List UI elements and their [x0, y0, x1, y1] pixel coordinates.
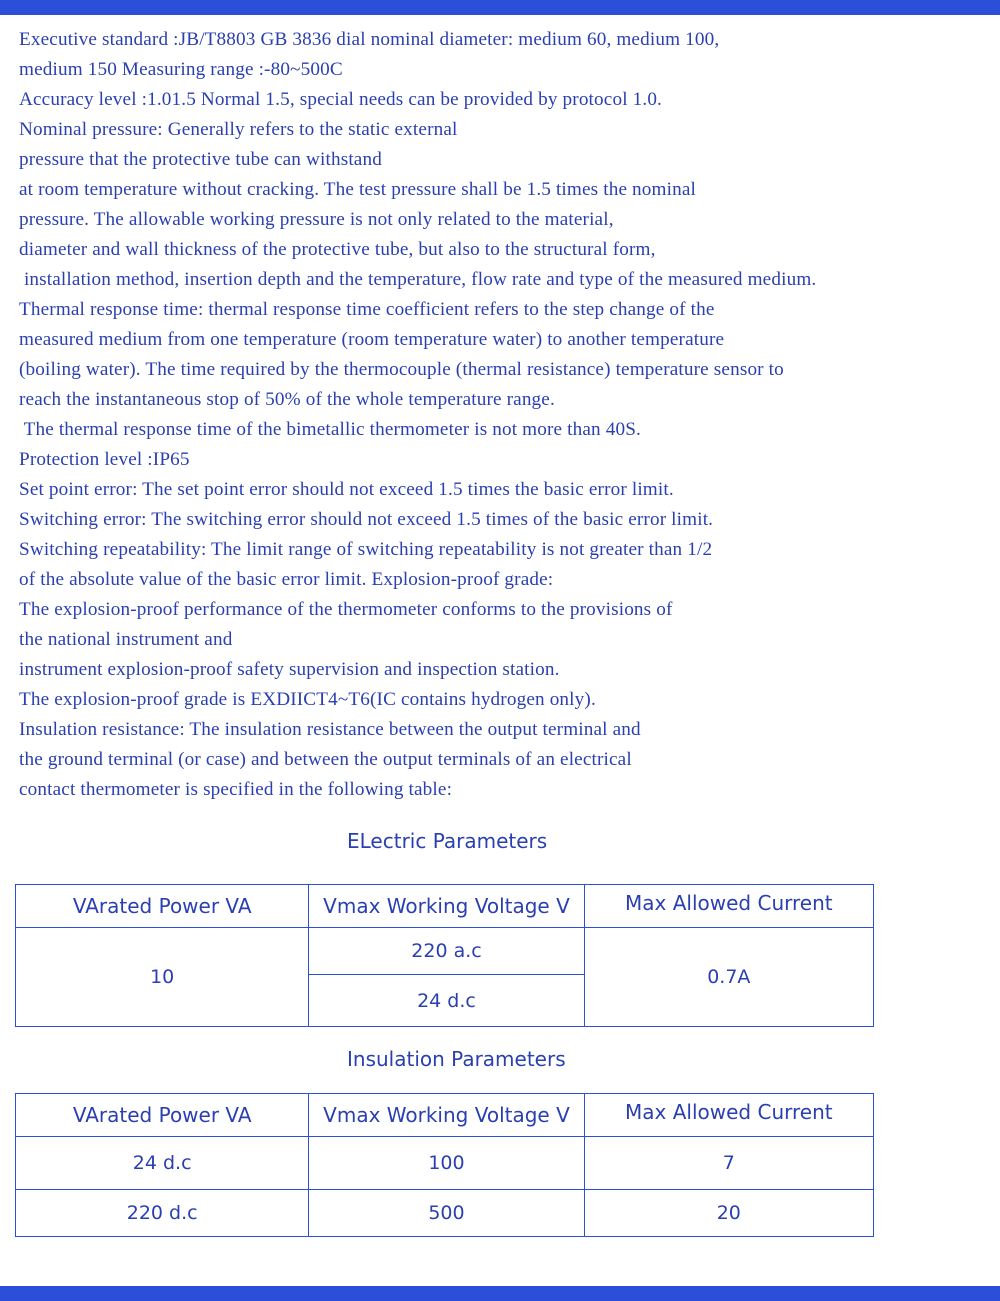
spec-line: Executive standard :JB/T8803 GB 3836 dial nominal diameter: medium 60, medium 100, [19, 29, 720, 50]
table-row [16, 1190, 874, 1237]
spec-line: the national instrument and [19, 629, 233, 650]
insulation-parameters-table [15, 1093, 874, 1237]
spec-line: The explosion-proof performance of the thermometer conforms to the provisions of [19, 599, 673, 620]
cell-voltage-dc: 24 d.c [309, 975, 584, 1027]
electric-parameters-table [15, 884, 874, 1027]
top-accent-bar [0, 0, 1000, 15]
cell-voltage-ac: 220 a.c [309, 928, 584, 975]
cell-rated-power: 10 [16, 928, 309, 1027]
spec-line: pressure that the protective tube can withstand [19, 149, 382, 170]
spec-line: Accuracy level :1.01.5 Normal 1.5, special needs can be provided by protocol 1.0. [19, 89, 663, 110]
spec-line: Insulation resistance: The insulation resistance between the output terminal and [19, 719, 641, 740]
spec-line: Protection level :IP65 [19, 449, 190, 470]
table-row [16, 1137, 874, 1190]
spec-line: Switching repeatability: The limit range of switching repeatability is not greater than 1/2 [19, 539, 713, 560]
spec-line: diameter and wall thickness of the protective tube, but also to the structural form, [19, 239, 656, 260]
spec-line: of the absolute value of the basic error limit. Explosion-proof grade: [19, 569, 554, 590]
spec-line: The explosion-proof grade is EXDIICT4~T6(IC contains hydrogen only). [19, 689, 596, 710]
cell-rated-power: 24 d.c [16, 1137, 309, 1190]
cell-working-voltage: 500 [309, 1190, 584, 1237]
spec-line: medium 150 Measuring range :-80~500C [19, 59, 343, 80]
table-header-row [16, 1094, 874, 1137]
spec-line: pressure. The allowable working pressure is not only related to the material, [19, 209, 614, 230]
spec-line: instrument explosion-proof safety supervision and inspection station. [19, 659, 560, 680]
cell-max-current: 7 [584, 1137, 873, 1190]
insulation-parameters-title: Insulation Parameters [347, 1047, 566, 1071]
cell-rated-power: 220 d.c [16, 1190, 309, 1237]
table-header-row [16, 885, 874, 928]
spec-line: Nominal pressure: Generally refers to the static external [19, 119, 458, 140]
spec-line: at room temperature without cracking. The test pressure shall be 1.5 times the nominal [19, 179, 696, 200]
header-working-voltage: Vmax Working Voltage V [309, 1094, 584, 1137]
spec-line: The thermal response time of the bimetallic thermometer is not more than 40S. [19, 419, 641, 440]
spec-line: Thermal response time: thermal response time coefficient refers to the step change of the [19, 299, 715, 320]
header-rated-power: VArated Power VA [16, 885, 309, 928]
header-rated-power: VArated Power VA [16, 1094, 309, 1137]
spec-line: reach the instantaneous stop of 50% of the whole temperature range. [19, 389, 555, 410]
spec-line: the ground terminal (or case) and between the output terminals of an electrical [19, 749, 632, 770]
header-max-current: Max Allowed Current [584, 1094, 873, 1137]
spec-line: Switching error: The switching error should not exceed 1.5 times of the basic error limit. [19, 509, 714, 530]
spec-line: Set point error: The set point error should not exceed 1.5 times the basic error limit. [19, 479, 674, 500]
spec-line: installation method, insertion depth and the temperature, flow rate and type of the measured medium. [19, 269, 817, 290]
cell-max-current: 20 [584, 1190, 873, 1237]
bottom-accent-bar [0, 1286, 1000, 1301]
spec-line: contact thermometer is specified in the following table: [19, 779, 453, 800]
spec-line: (boiling water). The time required by the thermocouple (thermal resistance) temperature sensor to [19, 359, 784, 380]
header-max-current: Max Allowed Current [584, 885, 873, 928]
cell-max-current: 0.7A [584, 928, 873, 1027]
table-row [16, 928, 874, 975]
specification-text [19, 25, 989, 805]
electric-parameters-title: ELectric Parameters [347, 829, 548, 853]
spec-line: measured medium from one temperature (room temperature water) to another temperature [19, 329, 725, 350]
header-working-voltage: Vmax Working Voltage V [309, 885, 584, 928]
cell-working-voltage: 100 [309, 1137, 584, 1190]
